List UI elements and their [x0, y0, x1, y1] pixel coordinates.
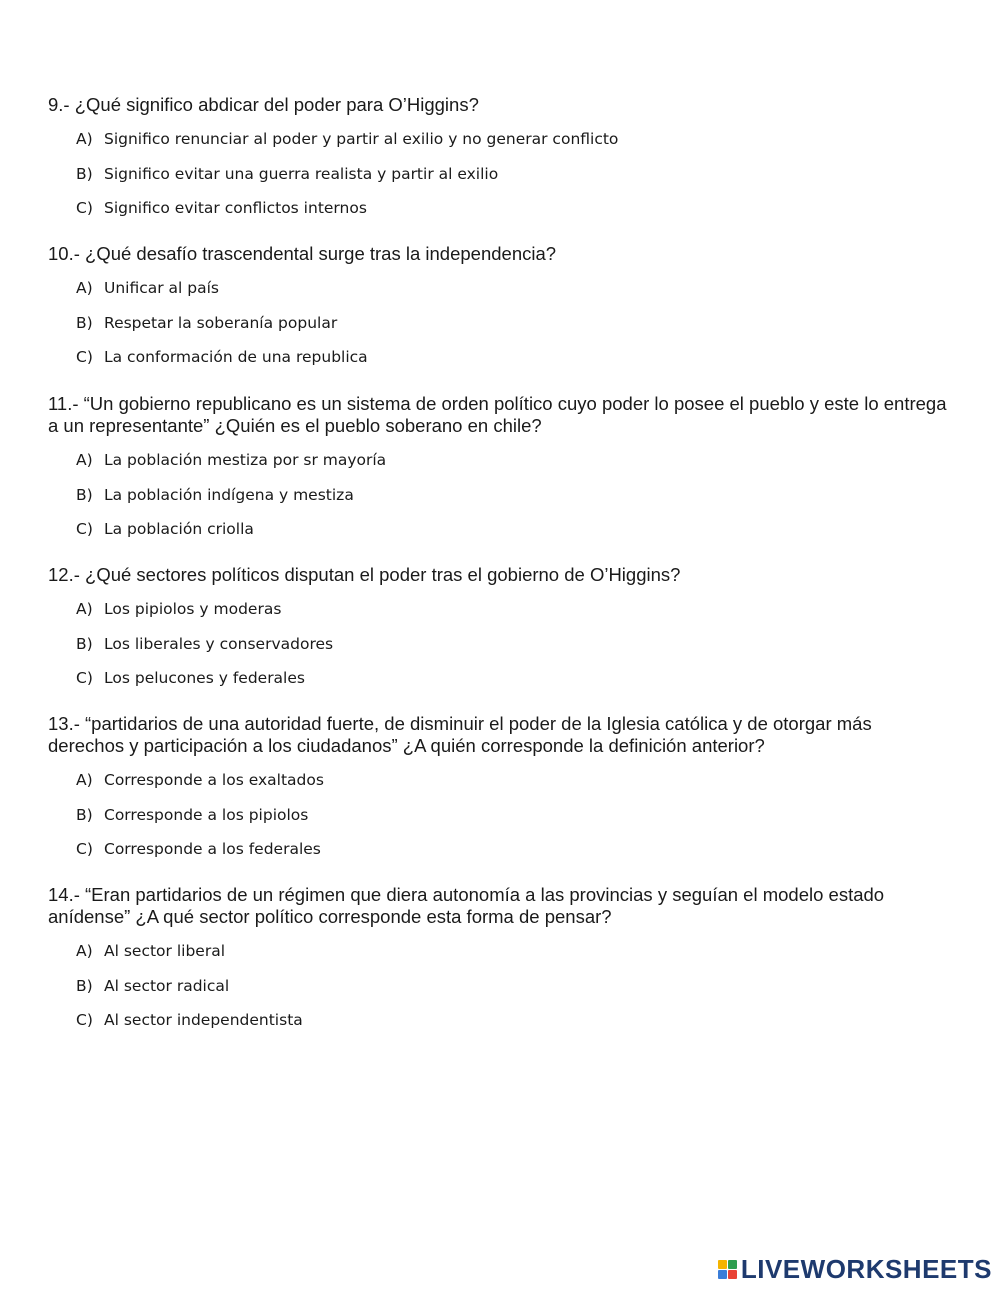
- option-letter: A): [76, 451, 93, 469]
- option-b[interactable]: [48, 627, 948, 662]
- logo-block: [728, 1270, 737, 1279]
- option-c[interactable]: [48, 340, 948, 375]
- liveworksheets-logo: [718, 1254, 992, 1285]
- option-letter: A): [76, 130, 93, 148]
- option-text: Los pelucones y federales: [104, 669, 305, 687]
- logo-block: [728, 1260, 737, 1269]
- option-text: Al sector radical: [104, 976, 230, 995]
- question-14: [48, 884, 948, 1038]
- option-c[interactable]: [48, 832, 948, 867]
- option-letter: C): [76, 1011, 93, 1029]
- option-letter: C): [76, 669, 93, 687]
- option-letter: B): [76, 805, 93, 824]
- option-letter: C): [76, 348, 93, 366]
- option-letter: C): [76, 199, 93, 217]
- question-text: 14.- “Eran partidarios de un régimen que diera autonomía a las provincias y seguían el modelo estado anídense” ¿A qué sector político corresponde esta forma de pensar?: [48, 884, 885, 927]
- option-a[interactable]: [48, 763, 948, 798]
- option-c[interactable]: [48, 191, 948, 226]
- question-11: [48, 393, 948, 547]
- options-list: [48, 763, 948, 867]
- option-text: La población indígena y mestiza: [104, 485, 354, 504]
- option-b[interactable]: [48, 306, 948, 341]
- logo-block: [718, 1260, 727, 1269]
- option-letter: C): [76, 840, 93, 858]
- option-letter: A): [76, 771, 93, 789]
- option-b[interactable]: [48, 157, 948, 192]
- options-list: [48, 271, 948, 375]
- option-text: Corresponde a los federales: [104, 840, 321, 858]
- option-b[interactable]: [48, 969, 948, 1004]
- option-text: Al sector independentista: [104, 1011, 303, 1029]
- option-letter: A): [76, 600, 93, 618]
- question-text: 9.- ¿Qué significo abdicar del poder para O’Higgins?: [48, 94, 479, 115]
- option-a[interactable]: [48, 934, 948, 969]
- option-a[interactable]: [48, 122, 948, 157]
- option-c[interactable]: [48, 661, 948, 696]
- option-text: Corresponde a los exaltados: [104, 771, 324, 789]
- option-text: Significo evitar conflictos internos: [104, 199, 367, 217]
- option-b[interactable]: [48, 478, 948, 513]
- option-c[interactable]: [48, 1003, 948, 1038]
- option-text: Significo renunciar al poder y partir al exilio y no generar conflicto: [104, 130, 619, 148]
- logo-text: LIVEWORKSHEETS: [740, 1254, 992, 1284]
- option-text: Al sector liberal: [104, 942, 225, 960]
- question-12: [48, 564, 948, 696]
- option-letter: B): [76, 485, 93, 504]
- options-list: [48, 592, 948, 696]
- option-text: Corresponde a los pipiolos: [104, 805, 309, 824]
- option-letter: A): [76, 279, 93, 297]
- option-text: La conformación de una republica: [104, 348, 368, 366]
- option-letter: B): [76, 634, 93, 653]
- options-list: [48, 122, 948, 226]
- option-a[interactable]: [48, 592, 948, 627]
- question-text: 13.- “partidarios de una autoridad fuerte, de disminuir el poder de la Iglesia católica y de otorgar más derechos y participación a los ciudadanos” ¿A quién corresponde la definición anterior?: [48, 713, 872, 756]
- question-text: 10.- ¿Qué desafío trascendental surge tras la independencia?: [48, 243, 557, 264]
- option-text: Unificar al país: [104, 279, 220, 297]
- option-text: Significo evitar una guerra realista y partir al exilio: [104, 164, 499, 183]
- options-list: [48, 934, 948, 1038]
- option-text: La población mestiza por sr mayoría: [104, 451, 387, 469]
- option-text: Los liberales y conservadores: [104, 634, 334, 653]
- option-a[interactable]: [48, 271, 948, 306]
- option-letter: B): [76, 164, 93, 183]
- options-list: [48, 443, 948, 547]
- option-letter: A): [76, 942, 93, 960]
- option-text: Los pipiolos y moderas: [104, 600, 282, 618]
- question-13: [48, 713, 948, 867]
- option-a[interactable]: [48, 443, 948, 478]
- question-text: 12.- ¿Qué sectores políticos disputan el poder tras el gobierno de O’Higgins?: [48, 564, 681, 585]
- logo-block: [718, 1270, 727, 1279]
- option-letter: C): [76, 520, 93, 538]
- option-c[interactable]: [48, 512, 948, 547]
- option-b[interactable]: [48, 798, 948, 833]
- question-text: 11.- “Un gobierno republicano es un sistema de orden político cuyo poder lo posee el pueblo y este lo entrega a un representante” ¿Quién es el pueblo soberano en chile?: [48, 393, 947, 436]
- logo-blocks-icon: [718, 1260, 737, 1279]
- option-letter: B): [76, 976, 93, 995]
- option-text: Respetar la soberanía popular: [104, 313, 338, 332]
- question-10: [48, 243, 948, 375]
- option-text: La población criolla: [104, 520, 254, 538]
- question-9: [48, 94, 948, 226]
- option-letter: B): [76, 313, 93, 332]
